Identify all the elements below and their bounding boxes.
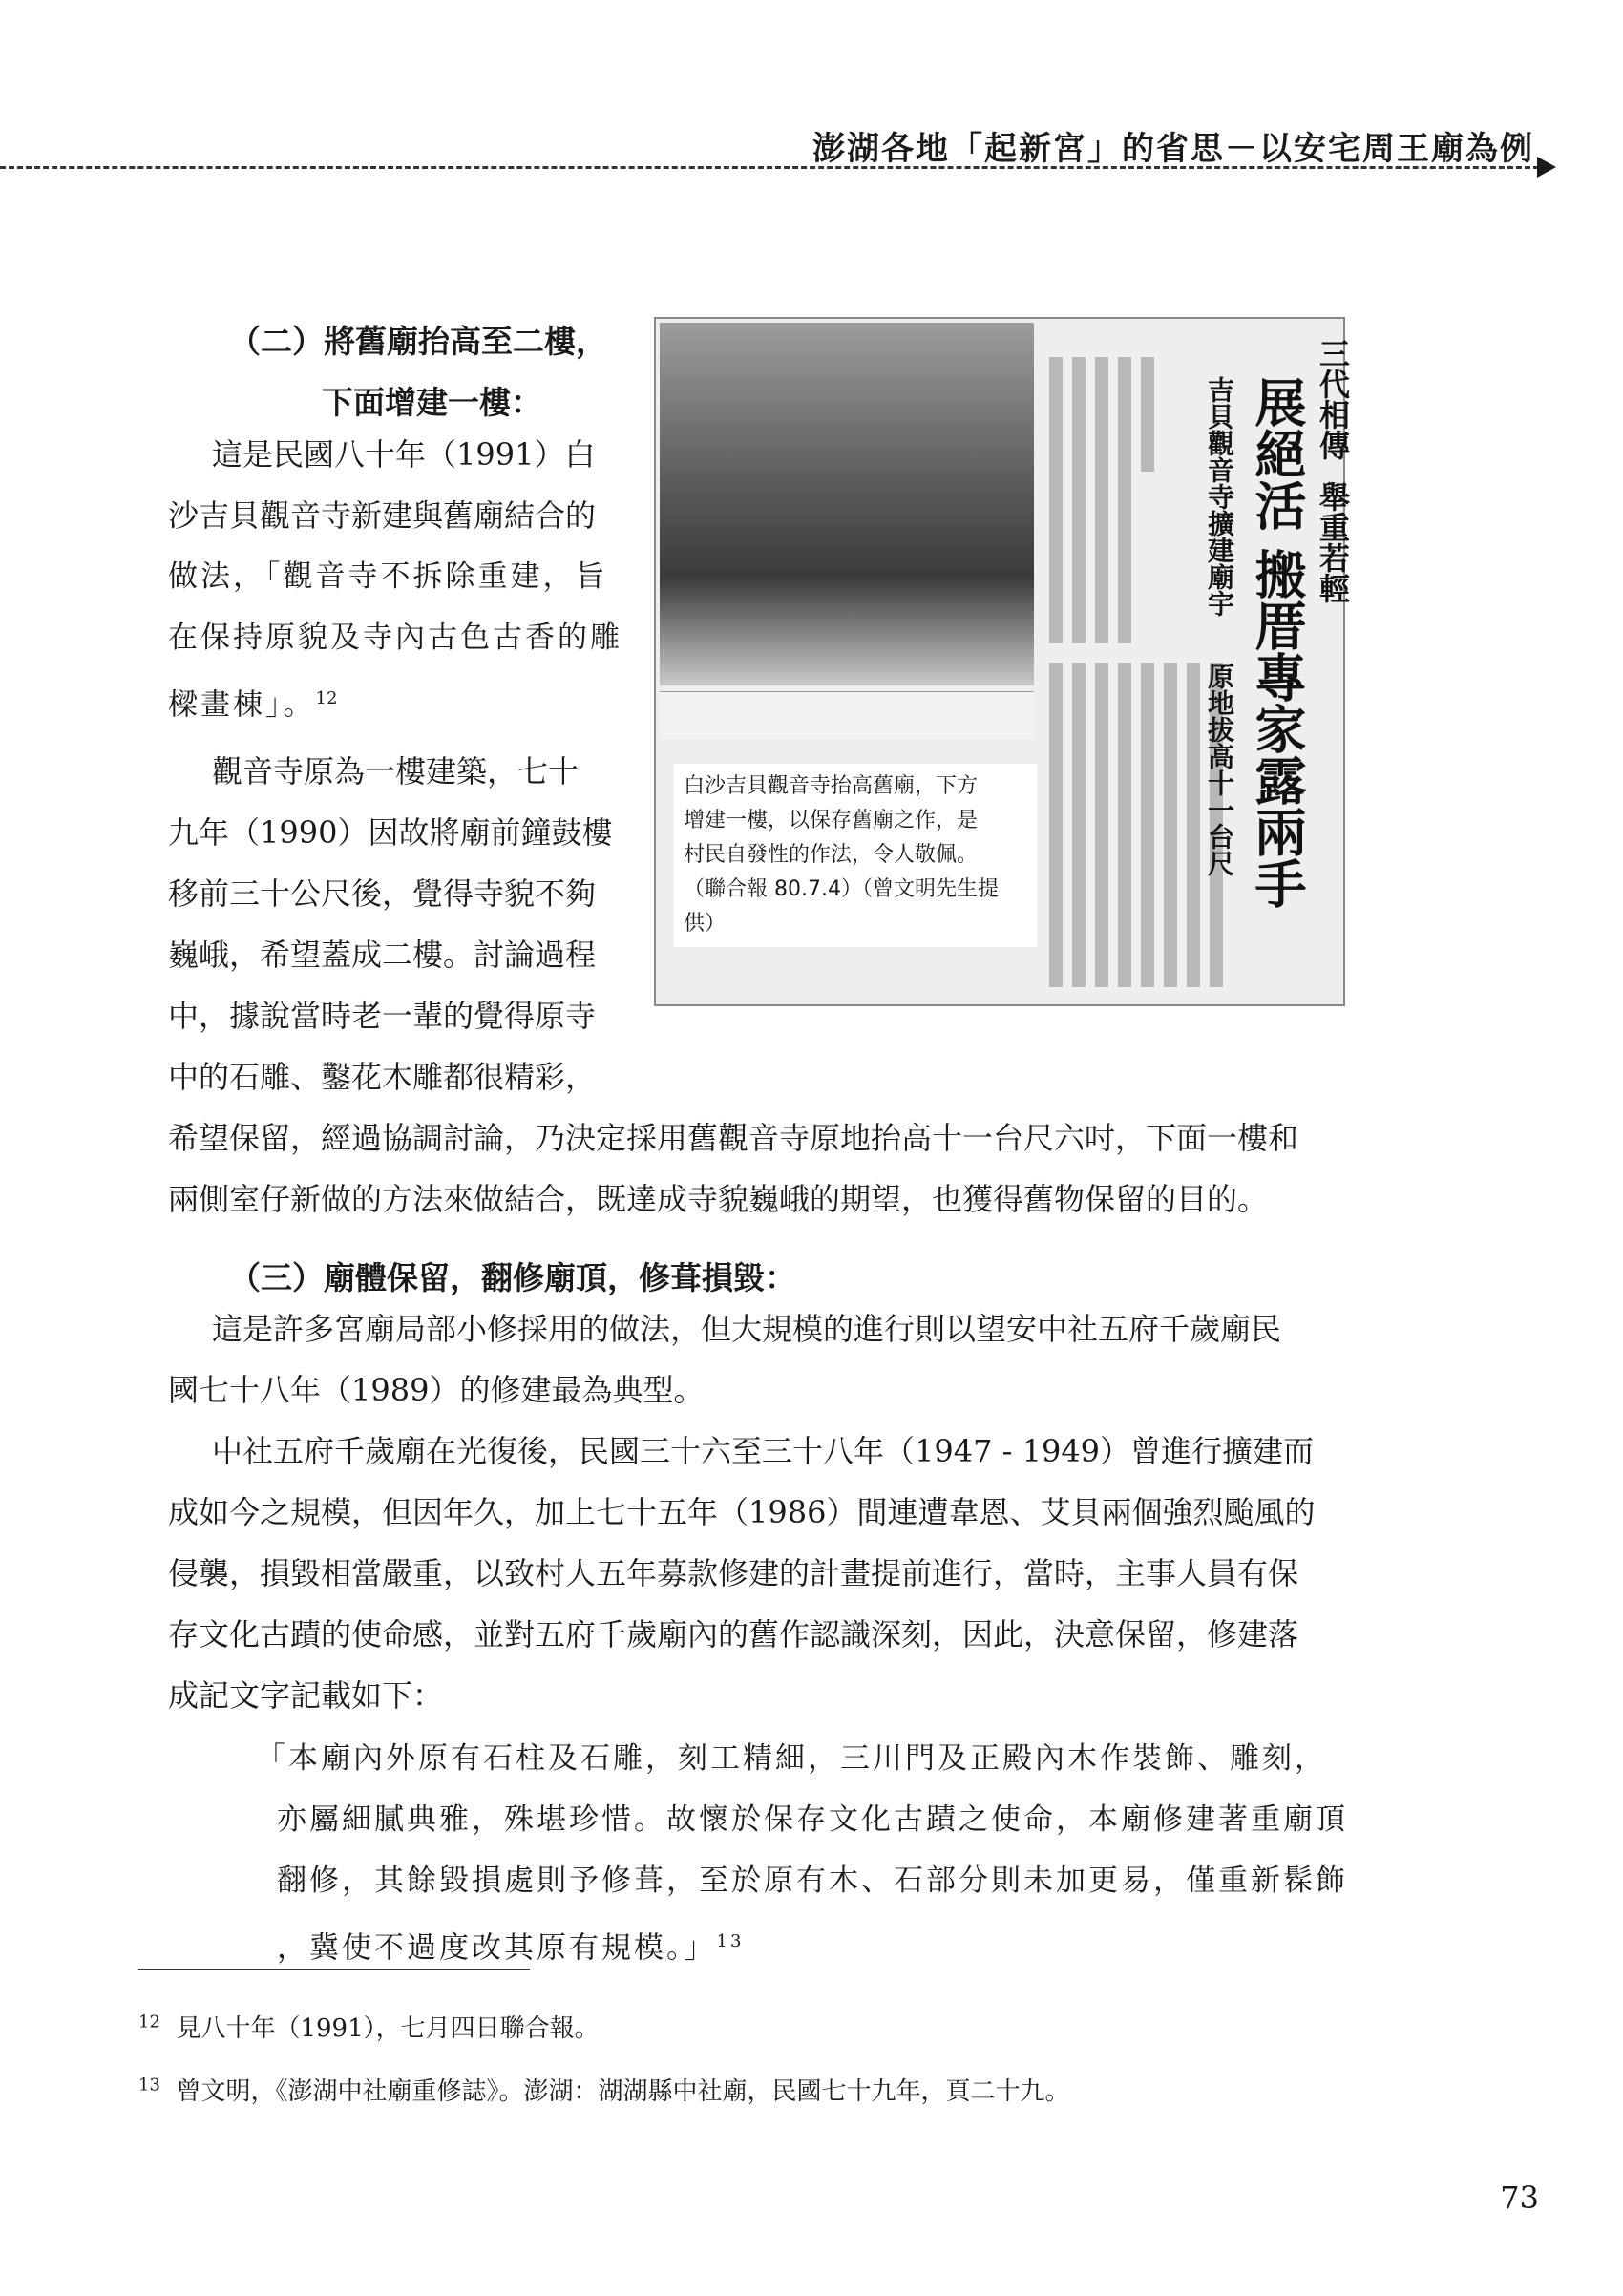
paragraph-line: 希望保留，經過協調討論，乃決定採用舊觀音寺原地抬高十一台尺六吋，下面一樓和	[168, 1120, 1299, 1156]
section3-heading: （三）廟體保留，翻修廟頂，修葺損毀：	[229, 1259, 796, 1296]
paragraph-line: 中社五府千歲廟在光復後，民國三十六至三十八年（1947 - 1949）曾進行擴建而	[212, 1433, 1315, 1469]
clip-title: 舉重若輕	[1315, 481, 1351, 603]
clip-title: 展絕活	[1247, 376, 1307, 531]
paragraph-line: 成如今之規模，但因年久，加上七十五年（1986）間連遭韋恩、艾貝兩個強烈颱風的	[168, 1494, 1316, 1530]
footnote-rule	[138, 1969, 530, 1970]
header-rule	[0, 166, 1539, 169]
paragraph-line: 觀音寺原為一樓建築，七十	[212, 753, 580, 790]
paragraph-line: 沙吉貝觀音寺新建與舊廟結合的	[168, 497, 597, 534]
paragraph-line: 中的石雕、鑿花木雕都很精彩，	[168, 1059, 597, 1095]
paragraph-line: 成記文字記載如下：	[168, 1677, 444, 1714]
paragraph-line: 做法，「觀音寺不拆除重建，旨	[168, 559, 608, 594]
section2-heading-line2: 下面增建一樓：	[322, 384, 542, 421]
running-header: 澎湖各地「起新宮」的省思－以安宅周王廟為例	[812, 130, 1534, 168]
clip-title: 吉貝觀音寺擴建廟宇	[1204, 376, 1235, 617]
quote-end: 樑畫棟」。	[168, 687, 316, 723]
paragraph-line: 巍峨，希望蓋成二樓。討論過程	[168, 937, 597, 973]
clip-title: 三代相傳	[1315, 338, 1351, 460]
figure-caption: 白沙吉貝觀音寺抬高舊廟，下方 增建一樓，以保存舊廟之作，是 村民自發性的作法，令人敬佩。 （聯合報 80.7.4）（曾文明先生提 供）	[674, 764, 1037, 947]
footnote-13: $^{13}$ 曾文明，《澎湖中社廟重修誌》。澎湖：湖湖縣中社廟，民國七十九年，頁二十九。	[138, 2075, 1070, 2106]
paragraph-line: 這是民國八十年（1991）白	[212, 436, 596, 473]
quote-line: 翻修，其餘毀損處則予修葺，至於原有木、石部分則未加更易，僅重新髹飾	[277, 1864, 1348, 1898]
quote-line: 亦屬細膩典雅，殊堪珍惜。故懷於保存文化古蹟之使命，本廟修建著重廟頂	[277, 1802, 1348, 1837]
quote-line: ，冀使不過度改其原有規模。」$^{13}$	[277, 1930, 745, 1966]
paragraph-line: 在保持原貌及寺內古色古香的雕	[168, 621, 622, 655]
header-arrow-icon	[1537, 157, 1556, 178]
photo-caption-bar	[660, 691, 1034, 740]
paragraph-line: 中，據說當時老一輩的覺得原寺	[168, 998, 597, 1034]
footnote-ref-12: 12	[315, 688, 338, 708]
temple-photo	[660, 323, 1034, 685]
clip-title: 原地拔高十一台尺	[1204, 663, 1235, 876]
paragraph-line	[168, 668, 337, 736]
clip-title: 搬厝專家露兩手	[1247, 548, 1307, 909]
paragraph-line: 國七十八年（1989）的修建最為典型。	[168, 1372, 705, 1408]
paragraph-line: 九年（1990）因故將廟前鐘鼓樓	[168, 814, 613, 851]
page-number: 73	[1500, 2180, 1539, 2216]
paragraph-line: 存文化古蹟的使命感，並對五府千歲廟內的舊作認識深刻，因此，決意保留，修建落	[168, 1616, 1299, 1653]
paragraph-line: 這是許多宮廟局部小修採用的做法，但大規模的進行則以望安中社五府千歲廟民	[212, 1311, 1282, 1347]
section2-heading-line1: （二）將舊廟抬高至二樓，	[229, 323, 607, 360]
paragraph-line: 兩側室仔新做的方法來做結合，既達成寺貌巍峨的期望，也獲得舊物保留的目的。	[168, 1181, 1269, 1217]
paragraph-line: 移前三十公尺後，覺得寺貌不夠	[168, 875, 597, 912]
footnote-ref-13: 13	[716, 1931, 745, 1951]
footnote-12: $^{12}$ 見八十年（1991），七月四日聯合報。	[138, 2012, 600, 2043]
quote-line: 「本廟內外原有石柱及石雕，刻工精細，三川門及正殿內木作裝飾、雕刻，	[256, 1741, 1327, 1776]
paragraph-line: 侵襲，損毀相當嚴重，以致村人五年募款修建的計畫提前進行，當時，主事人員有保	[168, 1555, 1299, 1591]
